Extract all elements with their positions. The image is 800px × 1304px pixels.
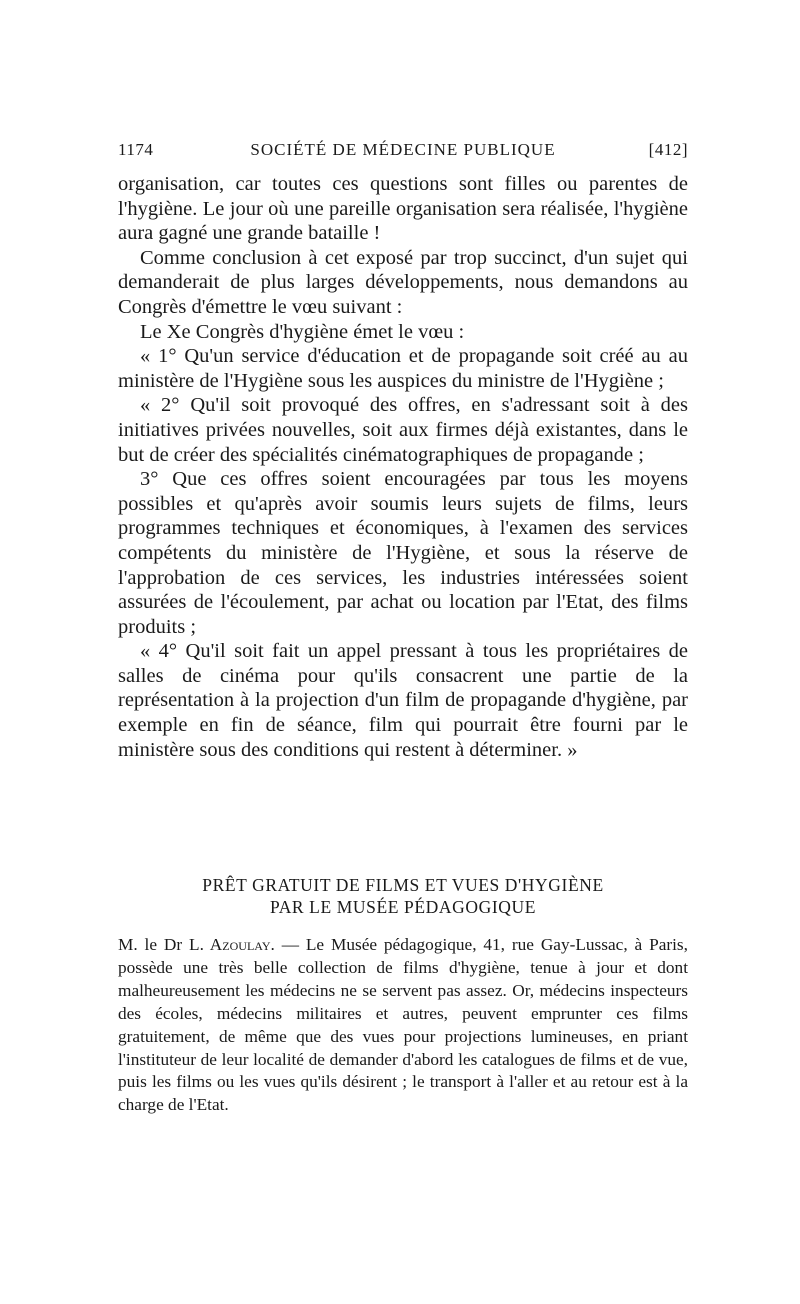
section-text — [118, 934, 688, 1117]
paragraph: organisation, car toutes ces questions sont filles ou parentes de l'hygiène. Le jour où une pareille organisation sera réalisée, l'hygiène aura gagné une grande bataille ! — [118, 173, 688, 245]
page-reference: [412] — [648, 140, 688, 159]
paragraph: Comme conclusion à cet exposé par trop succinct, d'un sujet qui demanderait de plus larges développements, nous demandons au Congrès d'émettre le vœu suivant : — [118, 246, 688, 318]
paragraph: « 2° Qu'il soit provoqué des offres, en s'adressant soit à des initiatives privées nouvelles, soit aux firmes déjà existantes, dans le but de créer des spécialités cinématographiques de propagande ; — [118, 394, 688, 466]
speaker-name: L. Azoulay. — [189, 935, 275, 954]
paragraph: « 1° Qu'un service d'éducation et de propagande soit créé au au ministère de l'Hygiène sous les auspices du ministre de l'Hygiène ; — [118, 345, 688, 392]
main-text — [118, 172, 688, 762]
running-header — [118, 140, 688, 164]
section-heading-line: PAR LE MUSÉE PÉDAGOGIQUE — [269, 897, 537, 917]
section-heading-line: PRÊT GRATUIT DE FILMS ET VUES D'HYGIÈNE — [202, 875, 604, 895]
paragraph — [118, 934, 688, 1117]
running-title: SOCIÉTÉ DE MÉDECINE PUBLIQUE — [250, 140, 556, 159]
section-heading — [118, 874, 688, 918]
speaker-prefix: M. le Dr — [118, 935, 183, 954]
paragraph: Le Xe Congrès d'hygiène émet le vœu : — [140, 320, 465, 343]
page-number: 1174 — [118, 140, 154, 159]
paragraph-text: — Le Musée pédagogique, 41, rue Gay-Lussac, à Paris, possède une très belle collection de films d'hygiène, tenue à jour et dont malheureusement les médecins ne se servent pas assez. Or, médecins inspecteurs des écoles, médecins militaires et autres, peuvent emprunter ces films gratuitement, de même que des vues pour projections lumineuses, en priant l'instituteur de leur localité de demander d'abord les catalogues de films et de vue, puis les films ou les vues qu'ils désirent ; le transport à l'aller et au retour est à la charge de l'Etat. — [118, 935, 688, 1115]
paragraph: « 4° Qu'il soit fait un appel pressant à tous les propriétaires de salles de cinéma pour qu'ils consacrent une partie de la représentation à la projection d'un film de propagande d'hygiène, par exemple en fin de séance, film qui pourrait être fourni par le ministère sous des conditions qui restent à déterminer. » — [118, 640, 688, 761]
paragraph: 3° Que ces offres soient encouragées par tous les moyens possibles et qu'après avoir soumis leurs sujets de films, leurs programmes techniques et économiques, à l'examen des services compétents du ministère de l'Hygiène, et sous la réserve de l'approbation de ces services, les industries intéressées soient assurées de l'écoulement, par achat ou location par l'Etat, des films produits ; — [118, 468, 688, 638]
